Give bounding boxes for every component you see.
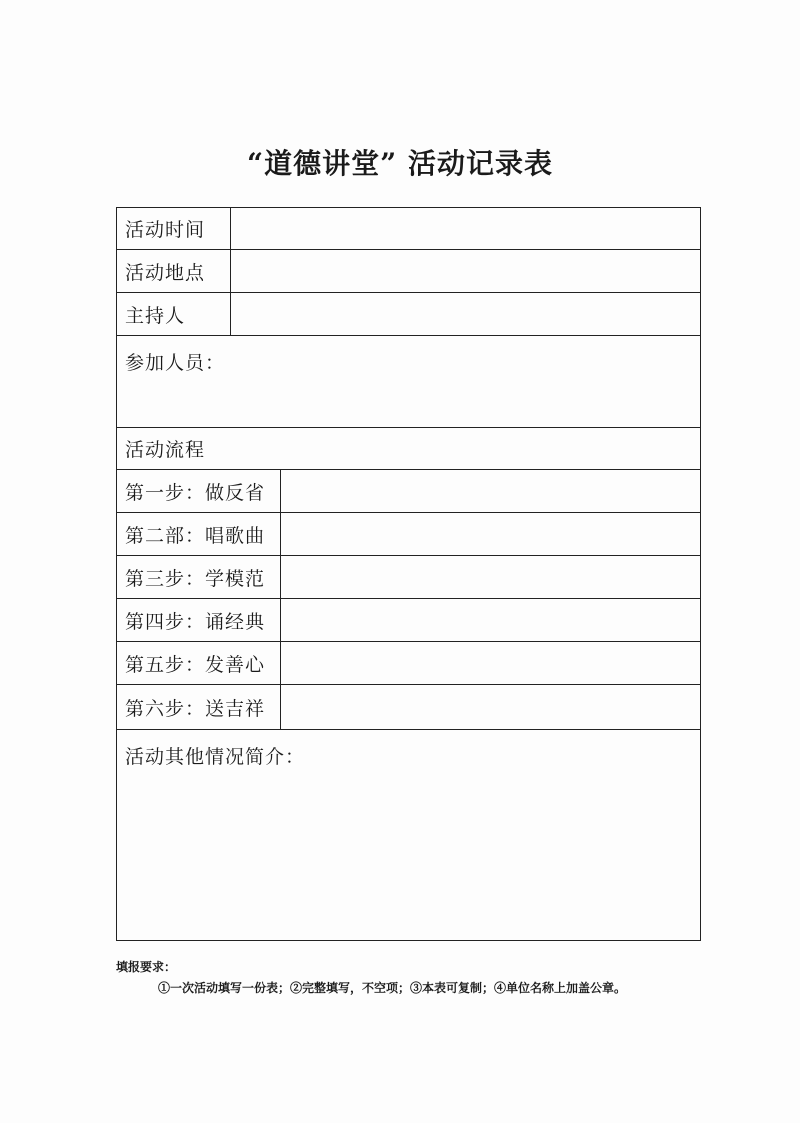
step-field[interactable] [281,513,700,555]
step-field[interactable] [281,599,700,641]
step-label: 第五步：发善心 [117,642,281,684]
step-row [117,556,700,599]
other-info-label: 活动其他情况简介： [125,746,306,768]
other-info-row[interactable] [117,730,700,939]
host-label: 主持人 [117,293,231,335]
step-row [117,470,700,513]
step-row [117,685,700,730]
participants-row[interactable] [117,336,700,428]
step-field[interactable] [281,642,700,684]
step-label: 第四步：诵经典 [117,599,281,641]
process-row [117,428,700,470]
time-field[interactable] [231,208,700,249]
fill-requirements [116,958,716,996]
host-row [117,293,700,336]
requirements-heading: 填报要求： [116,960,177,974]
process-label: 活动流程 [125,439,206,461]
activity-record-table [116,207,701,941]
time-label: 活动时间 [117,208,231,249]
place-field[interactable] [231,250,700,292]
step-row [117,642,700,685]
step-label: 第三步：学模范 [117,556,281,598]
step-field[interactable] [281,556,700,598]
participants-label: 参加人员： [125,352,226,374]
step-label: 第六步：送吉祥 [117,685,281,729]
requirements-text: ①一次活动填写一份表；②完整填写，不空项；③本表可复制；④单位名称上加盖公章。 [158,981,627,995]
step-field[interactable] [281,685,700,729]
step-row [117,513,700,556]
place-row [117,250,700,293]
step-label: 第一步：做反省 [117,470,281,512]
step-label: 第二部：唱歌曲 [117,513,281,555]
step-row [117,599,700,642]
form-title: “道德讲堂” 活动记录表 [247,147,553,180]
step-field[interactable] [281,470,700,512]
place-label: 活动地点 [117,250,231,292]
time-row [117,208,700,250]
host-field[interactable] [231,293,700,335]
